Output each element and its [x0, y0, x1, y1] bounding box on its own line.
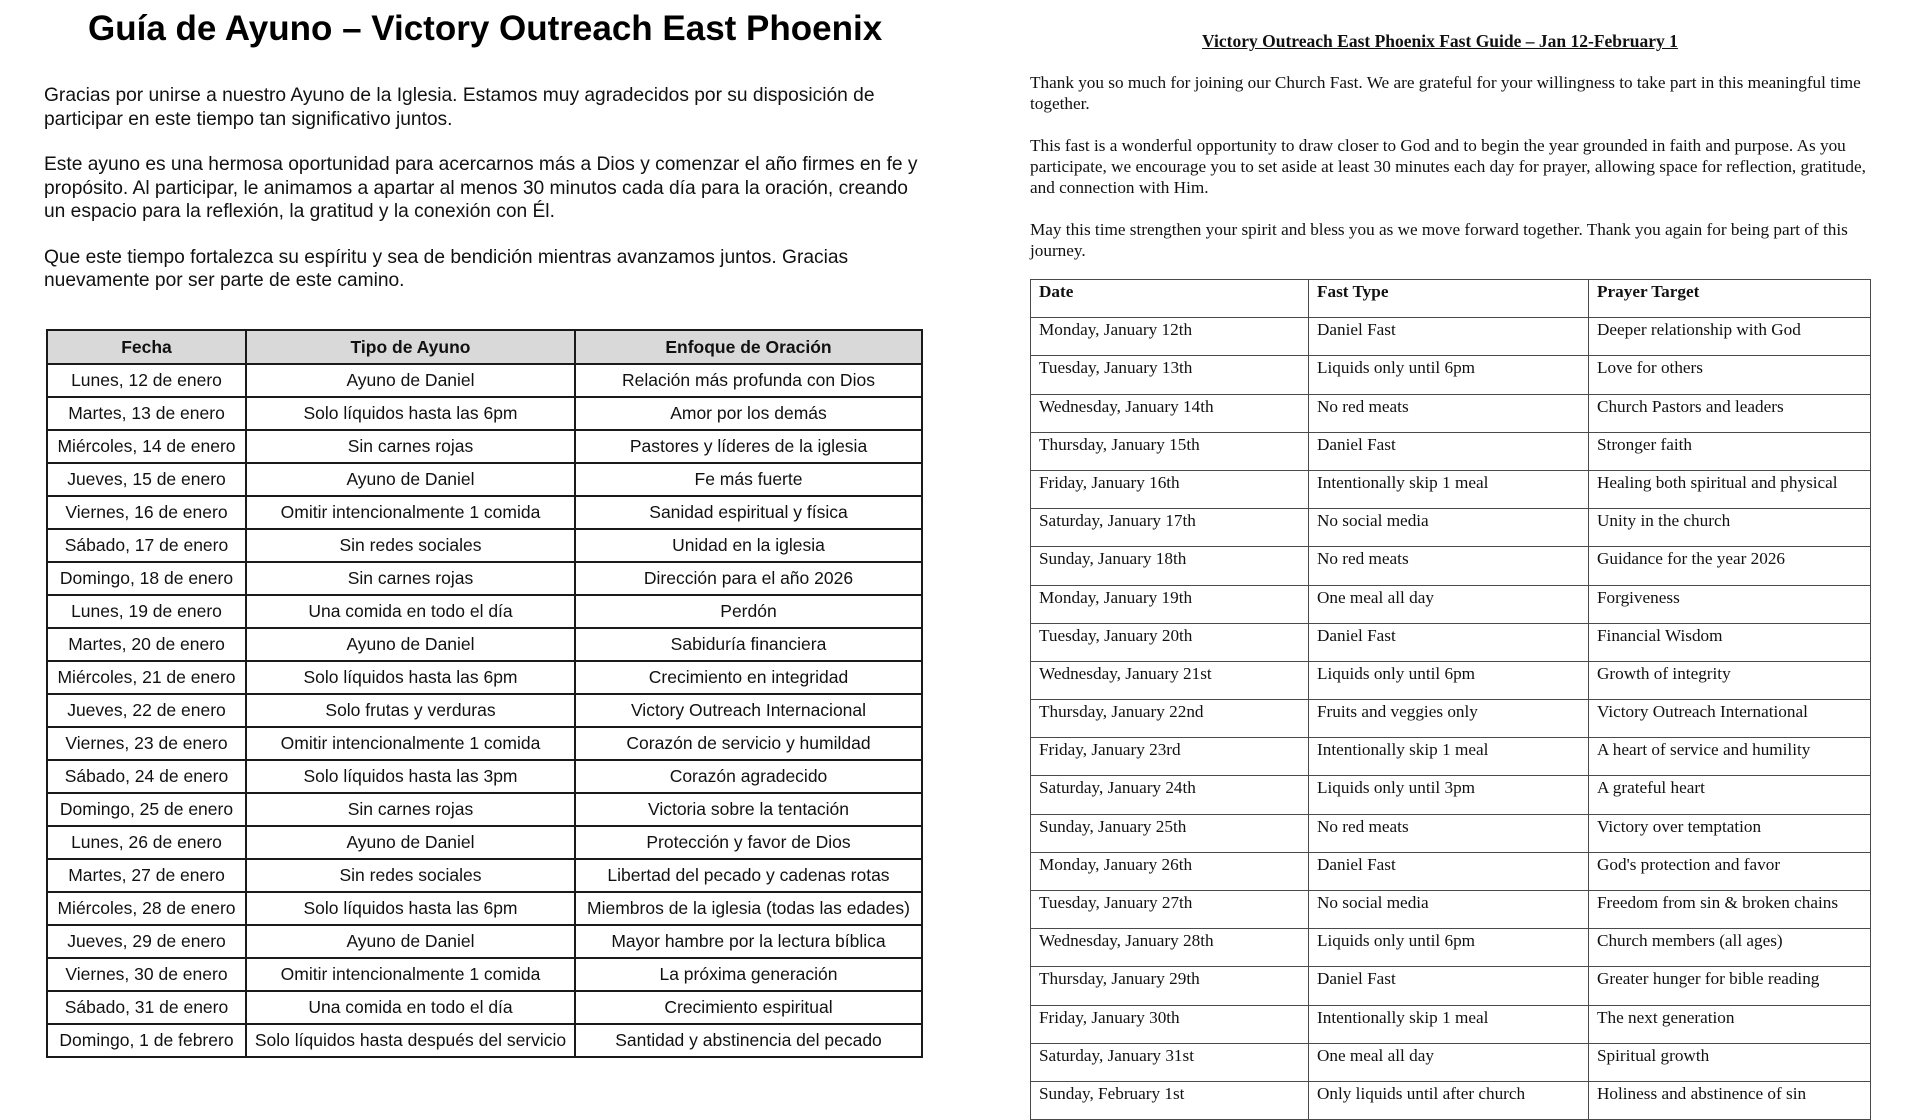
cell-date: Tuesday, January 20th [1031, 623, 1309, 661]
cell-fast-type: Intentionally skip 1 meal [1309, 1005, 1589, 1043]
cell-fast-type: Ayuno de Daniel [246, 826, 575, 859]
cell-fast-type: Omitir intencionalmente 1 comida [246, 958, 575, 991]
table-row [1031, 1005, 1871, 1043]
table-row [1031, 470, 1871, 508]
cell-prayer: Relación más profunda con Dios [575, 364, 922, 397]
english-intro [1030, 72, 1875, 282]
table-header-row [47, 330, 922, 364]
cell-fast-type: Sin carnes rojas [246, 793, 575, 826]
cell-fast-type: One meal all day [1309, 585, 1589, 623]
cell-fast-type: Liquids only until 6pm [1309, 661, 1589, 699]
table-row [47, 595, 922, 628]
spanish-intro [44, 84, 924, 315]
cell-date: Sunday, January 18th [1031, 547, 1309, 585]
cell-date: Sunday, February 1st [1031, 1081, 1309, 1119]
cell-fast-type: Daniel Fast [1309, 967, 1589, 1005]
table-row [1031, 700, 1871, 738]
cell-prayer: Crecimiento espiritual [575, 991, 922, 1024]
spanish-paragraph: Gracias por unirse a nuestro Ayuno de la Iglesia. Estamos muy agradecidos por su disposición de participar en este tiempo tan significativo juntos. [44, 85, 875, 130]
cell-prayer: Amor por los demás [575, 397, 922, 430]
cell-prayer: Dirección para el año 2026 [575, 562, 922, 595]
cell-prayer: Healing both spiritual and physical [1589, 470, 1871, 508]
cell-fast-type: Sin redes sociales [246, 859, 575, 892]
cell-date: Thursday, January 15th [1031, 432, 1309, 470]
cell-fast-type: Omitir intencionalmente 1 comida [246, 496, 575, 529]
cell-date: Sábado, 17 de enero [47, 529, 246, 562]
cell-date: Domingo, 25 de enero [47, 793, 246, 826]
english-title: Victory Outreach East Phoenix Fast Guide – Jan 12-February 1 [1202, 31, 1678, 51]
cell-date: Viernes, 16 de enero [47, 496, 246, 529]
english-fast-guide [1000, 0, 1920, 1103]
cell-date: Jueves, 29 de enero [47, 925, 246, 958]
cell-date: Miércoles, 28 de enero [47, 892, 246, 925]
cell-fast-type: Fruits and veggies only [1309, 700, 1589, 738]
cell-fast-type: Una comida en todo el día [246, 991, 575, 1024]
cell-date: Miércoles, 21 de enero [47, 661, 246, 694]
table-row [47, 694, 922, 727]
cell-prayer: Crecimiento en integridad [575, 661, 922, 694]
cell-prayer: Libertad del pecado y cadenas rotas [575, 859, 922, 892]
cell-prayer: God's protection and favor [1589, 852, 1871, 890]
table-row [1031, 394, 1871, 432]
cell-prayer: Protección y favor de Dios [575, 826, 922, 859]
cell-prayer: Stronger faith [1589, 432, 1871, 470]
cell-prayer: Victory Outreach Internacional [575, 694, 922, 727]
cell-prayer: Santidad y abstinencia del pecado [575, 1024, 922, 1057]
table-row [1031, 547, 1871, 585]
cell-fast-type: Intentionally skip 1 meal [1309, 738, 1589, 776]
cell-date: Friday, January 16th [1031, 470, 1309, 508]
cell-date: Martes, 20 de enero [47, 628, 246, 661]
cell-prayer: Spiritual growth [1589, 1043, 1871, 1081]
cell-date: Lunes, 26 de enero [47, 826, 246, 859]
table-row [47, 925, 922, 958]
cell-date: Wednesday, January 21st [1031, 661, 1309, 699]
cell-date: Monday, January 12th [1031, 318, 1309, 356]
cell-prayer: The next generation [1589, 1005, 1871, 1043]
cell-fast-type: Solo frutas y verduras [246, 694, 575, 727]
cell-date: Martes, 27 de enero [47, 859, 246, 892]
cell-prayer: Growth of integrity [1589, 661, 1871, 699]
english-schedule-table [1030, 279, 1871, 1120]
cell-date: Martes, 13 de enero [47, 397, 246, 430]
table-row [47, 859, 922, 892]
cell-prayer: Forgiveness [1589, 585, 1871, 623]
table-row [1031, 585, 1871, 623]
spanish-schedule-table [46, 329, 923, 1058]
cell-date: Miércoles, 14 de enero [47, 430, 246, 463]
cell-prayer: Victoria sobre la tentación [575, 793, 922, 826]
table-row [1031, 814, 1871, 852]
table-row [1031, 623, 1871, 661]
table-row [47, 628, 922, 661]
cell-prayer: A grateful heart [1589, 776, 1871, 814]
table-row [1031, 967, 1871, 1005]
cell-fast-type: Solo líquidos hasta las 6pm [246, 397, 575, 430]
cell-prayer: Love for others [1589, 356, 1871, 394]
cell-fast-type: Solo líquidos hasta después del servicio [246, 1024, 575, 1057]
column-header-prayer-focus: Enfoque de Oración [575, 330, 922, 364]
cell-fast-type: Daniel Fast [1309, 432, 1589, 470]
table-row [1031, 738, 1871, 776]
table-row [47, 397, 922, 430]
cell-fast-type: Una comida en todo el día [246, 595, 575, 628]
cell-date: Friday, January 23rd [1031, 738, 1309, 776]
table-row [47, 364, 922, 397]
cell-date: Thursday, January 22nd [1031, 700, 1309, 738]
table-row [1031, 432, 1871, 470]
cell-fast-type: Ayuno de Daniel [246, 463, 575, 496]
table-row [47, 529, 922, 562]
cell-fast-type: Sin redes sociales [246, 529, 575, 562]
table-row [1031, 852, 1871, 890]
table-row [47, 793, 922, 826]
cell-prayer: Perdón [575, 595, 922, 628]
spanish-fast-guide [0, 0, 960, 1080]
cell-fast-type: No social media [1309, 891, 1589, 929]
table-row [47, 463, 922, 496]
cell-date: Jueves, 15 de enero [47, 463, 246, 496]
table-row [1031, 661, 1871, 699]
table-row [47, 826, 922, 859]
cell-prayer: A heart of service and humility [1589, 738, 1871, 776]
column-header-fast-type: Tipo de Ayuno [246, 330, 575, 364]
cell-date: Lunes, 12 de enero [47, 364, 246, 397]
table-row [1031, 929, 1871, 967]
cell-prayer: Greater hunger for bible reading [1589, 967, 1871, 1005]
cell-prayer: Victory Outreach International [1589, 700, 1871, 738]
cell-date: Thursday, January 29th [1031, 967, 1309, 1005]
table-row [47, 562, 922, 595]
table-row [47, 958, 922, 991]
cell-prayer: Mayor hambre por la lectura bíblica [575, 925, 922, 958]
cell-prayer: Corazón agradecido [575, 760, 922, 793]
cell-date: Tuesday, January 13th [1031, 356, 1309, 394]
table-row [47, 430, 922, 463]
cell-fast-type: No red meats [1309, 814, 1589, 852]
cell-date: Saturday, January 24th [1031, 776, 1309, 814]
cell-fast-type: Sin carnes rojas [246, 430, 575, 463]
column-header-prayer-target: Prayer Target [1589, 280, 1871, 318]
table-row [1031, 509, 1871, 547]
table-header-row [1031, 280, 1871, 318]
cell-prayer: Guidance for the year 2026 [1589, 547, 1871, 585]
column-header-date: Fecha [47, 330, 246, 364]
cell-date: Monday, January 19th [1031, 585, 1309, 623]
spanish-paragraph: Este ayuno es una hermosa oportunidad para acercarnos más a Dios y comenzar el año firmes en fe y propósito. Al participar, le animamos a apartar al menos 30 minutos cada día para la oración, creando un espacio para la reflexión, la gratitud y la conexión con Él. [44, 154, 918, 222]
cell-prayer: Freedom from sin & broken chains [1589, 891, 1871, 929]
cell-fast-type: No social media [1309, 509, 1589, 547]
cell-fast-type: Daniel Fast [1309, 852, 1589, 890]
cell-fast-type: Intentionally skip 1 meal [1309, 470, 1589, 508]
table-row [47, 727, 922, 760]
cell-fast-type: Ayuno de Daniel [246, 364, 575, 397]
cell-fast-type: Liquids only until 3pm [1309, 776, 1589, 814]
cell-prayer: Deeper relationship with God [1589, 318, 1871, 356]
cell-prayer: Corazón de servicio y humildad [575, 727, 922, 760]
cell-fast-type: Ayuno de Daniel [246, 628, 575, 661]
cell-fast-type: One meal all day [1309, 1043, 1589, 1081]
cell-fast-type: Solo líquidos hasta las 6pm [246, 661, 575, 694]
spanish-title: Guía de Ayuno – Victory Outreach East Phoenix [88, 9, 883, 48]
cell-date: Wednesday, January 28th [1031, 929, 1309, 967]
table-row [1031, 356, 1871, 394]
cell-prayer: Pastores y líderes de la iglesia [575, 430, 922, 463]
cell-fast-type: No red meats [1309, 394, 1589, 432]
spanish-paragraph: Que este tiempo fortalezca su espíritu y sea de bendición mientras avanzamos juntos. Gracias nuevamente por ser parte de este camino. [44, 246, 849, 291]
table-row [47, 496, 922, 529]
table-row [47, 991, 922, 1024]
table-row [1031, 1043, 1871, 1081]
table-row [1031, 891, 1871, 929]
cell-fast-type: Omitir intencionalmente 1 comida [246, 727, 575, 760]
cell-prayer: Sabiduría financiera [575, 628, 922, 661]
cell-fast-type: Liquids only until 6pm [1309, 929, 1589, 967]
english-paragraph: This fast is a wonderful opportunity to draw closer to God and to begin the year grounded in faith and purpose. As you participate, we encourage you to set aside at least 30 minutes each day for prayer, allowing space for reflection, gratitude, and connection with Him. [1030, 136, 1866, 197]
english-paragraph: Thank you so much for joining our Church Fast. We are grateful for your willingness to take part in this meaningful time together. [1030, 73, 1861, 113]
cell-date: Lunes, 19 de enero [47, 595, 246, 628]
cell-fast-type: Liquids only until 6pm [1309, 356, 1589, 394]
cell-prayer: Victory over temptation [1589, 814, 1871, 852]
english-paragraph: May this time strengthen your spirit and bless you as we move forward together. Thank you again for being part of this journey. [1030, 220, 1848, 260]
cell-prayer: Church Pastors and leaders [1589, 394, 1871, 432]
table-row [47, 661, 922, 694]
cell-prayer: Miembros de la iglesia (todas las edades) [575, 892, 922, 925]
cell-fast-type: Daniel Fast [1309, 623, 1589, 661]
cell-date: Domingo, 18 de enero [47, 562, 246, 595]
column-header-fast-type: Fast Type [1309, 280, 1589, 318]
table-row [1031, 318, 1871, 356]
cell-fast-type: Only liquids until after church [1309, 1081, 1589, 1119]
cell-prayer: La próxima generación [575, 958, 922, 991]
cell-date: Saturday, January 31st [1031, 1043, 1309, 1081]
table-row [1031, 1081, 1871, 1119]
table-row [47, 760, 922, 793]
cell-date: Monday, January 26th [1031, 852, 1309, 890]
cell-date: Tuesday, January 27th [1031, 891, 1309, 929]
table-row [47, 1024, 922, 1057]
cell-prayer: Financial Wisdom [1589, 623, 1871, 661]
cell-prayer: Unidad en la iglesia [575, 529, 922, 562]
cell-date: Viernes, 30 de enero [47, 958, 246, 991]
cell-fast-type: Solo líquidos hasta las 6pm [246, 892, 575, 925]
cell-date: Saturday, January 17th [1031, 509, 1309, 547]
table-row [47, 892, 922, 925]
cell-prayer: Holiness and abstinence of sin [1589, 1081, 1871, 1119]
column-header-date: Date [1031, 280, 1309, 318]
cell-fast-type: Solo líquidos hasta las 3pm [246, 760, 575, 793]
cell-prayer: Fe más fuerte [575, 463, 922, 496]
cell-date: Domingo, 1 de febrero [47, 1024, 246, 1057]
cell-prayer: Unity in the church [1589, 509, 1871, 547]
cell-date: Wednesday, January 14th [1031, 394, 1309, 432]
cell-fast-type: Daniel Fast [1309, 318, 1589, 356]
cell-date: Sábado, 24 de enero [47, 760, 246, 793]
cell-date: Sábado, 31 de enero [47, 991, 246, 1024]
cell-prayer: Sanidad espiritual y física [575, 496, 922, 529]
cell-date: Friday, January 30th [1031, 1005, 1309, 1043]
cell-date: Jueves, 22 de enero [47, 694, 246, 727]
cell-fast-type: Ayuno de Daniel [246, 925, 575, 958]
table-row [1031, 776, 1871, 814]
cell-fast-type: Sin carnes rojas [246, 562, 575, 595]
cell-date: Sunday, January 25th [1031, 814, 1309, 852]
cell-fast-type: No red meats [1309, 547, 1589, 585]
cell-date: Viernes, 23 de enero [47, 727, 246, 760]
cell-prayer: Church members (all ages) [1589, 929, 1871, 967]
